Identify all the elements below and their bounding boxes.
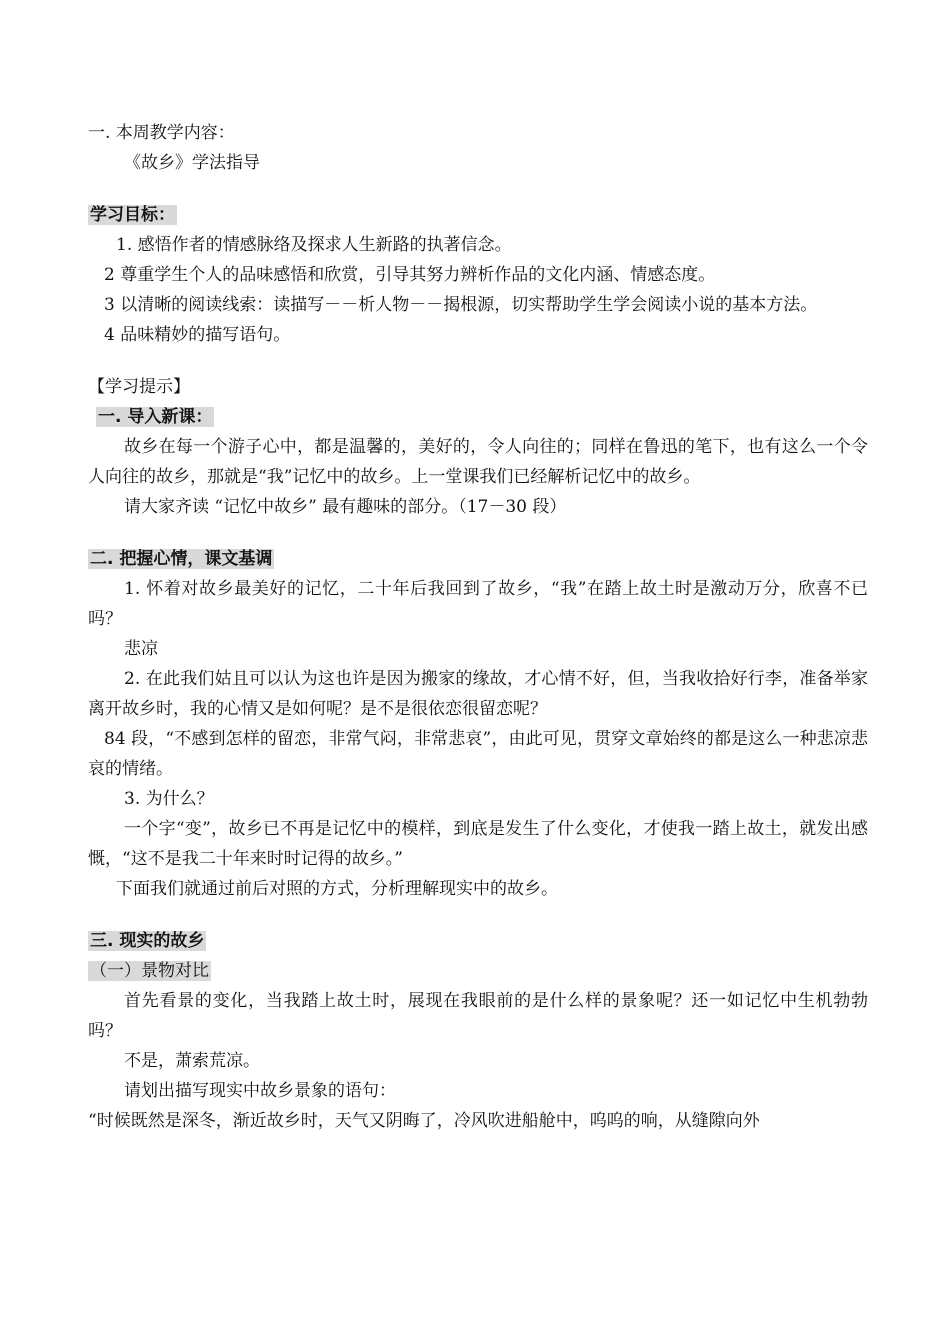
mood-question-1: 1. 怀着对故乡最美好的记忆，二十年后我回到了故乡，“我”在踏上故土时是激动万分，欣喜不已吗？ [88, 579, 868, 629]
goals-heading [88, 200, 868, 230]
section-heading-content: 一. 本周教学内容： [88, 123, 235, 143]
reality-subheading-text: （一）景物对比 [90, 961, 209, 981]
reality-answer-1: 不是，萧索荒凉。 [124, 1051, 260, 1071]
tips-heading: 【学习提示】 [88, 377, 190, 397]
reality-paragraph-2: 请划出描写现实中故乡景象的语句： [124, 1081, 396, 1101]
reality-quote: “时候既然是深冬，渐近故乡时，天气又阴晦了，冷风吹进船舱中，呜呜的响，从缝隙向外 [88, 1111, 760, 1131]
goals-heading-text: 学习目标： [90, 205, 175, 225]
goal-item-1: 1. 感悟作者的情感脉络及探求人生新路的执著信念。 [116, 235, 512, 255]
spacer [88, 350, 868, 372]
goal-item-3: 3 以清晰的阅读线索：读描写－－析人物－－揭根源，切实帮助学生学会阅读小说的基本方法。 [104, 295, 818, 315]
mood-answer-1: 悲凉 [124, 639, 158, 659]
intro-paragraph-2: 请大家齐读 “记忆中故乡” 最有趣味的部分。（17－30 段） [124, 497, 567, 517]
goal-item-2: 2 尊重学生个人的品味感悟和欣赏，引导其努力辨析作品的文化内涵、情感态度。 [104, 265, 716, 285]
document-page [88, 118, 868, 1136]
lesson-title: 《故乡》学法指导 [124, 153, 260, 173]
mood-question-2: 2. 在此我们姑且可以认为这也许是因为搬家的缘故，才心情不好，但，当我收拾好行李，准备举家离开故乡时，我的心情又是如何呢？是不是很依恋很留恋呢？ [88, 669, 868, 719]
reality-heading [88, 926, 868, 956]
intro-paragraph-1: 故乡在每一个游子心中，都是温馨的，美好的，令人向往的；同样在鲁迅的笔下，也有这么一个令人向往的故乡，那就是“我”记忆中的故乡。上一堂课我们已经解析记忆中的故乡。 [88, 437, 868, 487]
goal-item-4: 4 品味精妙的描写语句。 [104, 325, 291, 345]
spacer [88, 178, 868, 200]
intro-heading [88, 402, 868, 432]
mood-question-3: 3. 为什么？ [124, 789, 214, 809]
spacer [88, 904, 868, 926]
spacer [88, 522, 868, 544]
mood-heading [88, 544, 868, 574]
mood-paragraph-84: 84 段，“不感到怎样的留恋，非常气闷，非常悲哀”，由此可见，贯穿文章始终的都是这么一种悲凉悲哀的情绪。 [88, 729, 868, 779]
reality-heading-text: 三. 现实的故乡 [90, 931, 205, 951]
intro-heading-text: 一. 导入新课： [98, 407, 213, 427]
mood-answer-3: 一个字“变”，故乡已不再是记忆中的模样，到底是发生了什么变化，才使我一踏上故土，就发出感慨，“这不是我二十年来时时记得的故乡。” [88, 819, 868, 869]
mood-heading-text: 二. 把握心情，课文基调 [90, 549, 273, 569]
reality-subheading [88, 956, 868, 986]
mood-transition: 下面我们就通过前后对照的方式，分析理解现实中的故乡。 [116, 879, 558, 899]
reality-paragraph-1: 首先看景的变化，当我踏上故土时，展现在我眼前的是什么样的景象呢？还一如记忆中生机勃勃吗？ [88, 991, 868, 1041]
